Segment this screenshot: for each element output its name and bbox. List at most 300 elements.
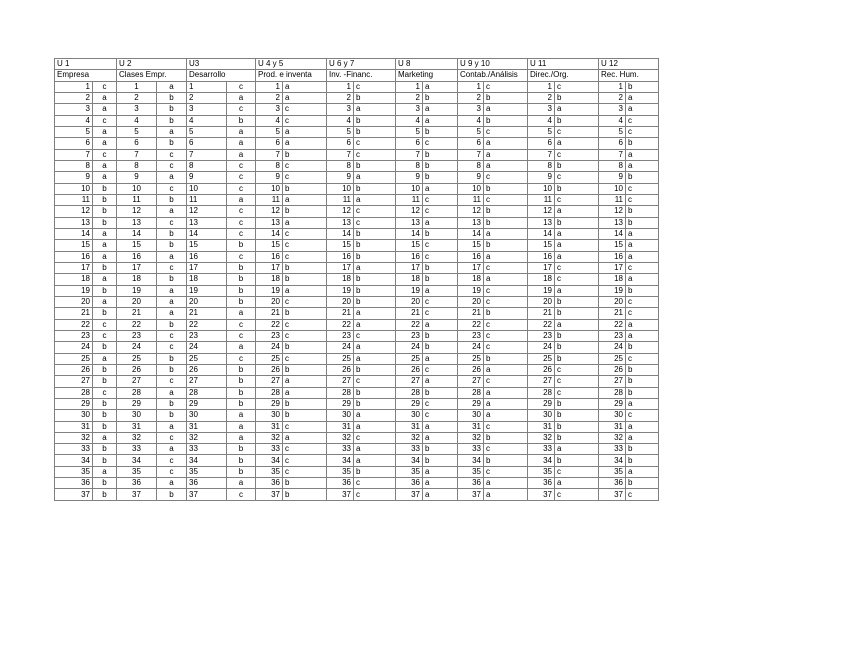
answer-cell: a <box>283 126 327 137</box>
answer-cell: a <box>484 489 528 500</box>
answer-cell: b <box>283 364 327 375</box>
answer-cell: a <box>626 466 659 477</box>
answer-cell: b <box>423 330 458 341</box>
answer-cell: a <box>283 194 327 205</box>
question-number: 16 <box>55 251 93 262</box>
answer-cell: c <box>626 262 659 273</box>
answer-cell: c <box>93 81 117 92</box>
question-number: 14 <box>396 228 423 239</box>
question-number: 27 <box>528 376 555 387</box>
question-number: 18 <box>327 274 354 285</box>
answer-cell: c <box>227 172 256 183</box>
question-number: 10 <box>458 183 484 194</box>
answer-cell: b <box>423 342 458 353</box>
answer-cell: c <box>484 376 528 387</box>
table-row <box>55 262 659 273</box>
answer-cell: a <box>93 240 117 251</box>
answer-cell: b <box>423 262 458 273</box>
question-number: 24 <box>327 342 354 353</box>
question-number: 20 <box>55 296 93 307</box>
question-number: 16 <box>528 251 555 262</box>
answer-cell: b <box>93 308 117 319</box>
answer-cell: a <box>93 92 117 103</box>
question-number: 2 <box>599 92 626 103</box>
question-number: 16 <box>187 251 227 262</box>
question-number: 28 <box>396 387 423 398</box>
answer-cell: c <box>555 81 599 92</box>
table-row <box>55 353 659 364</box>
answer-cell: a <box>227 149 256 160</box>
question-number: 25 <box>256 353 283 364</box>
answer-cell: b <box>93 455 117 466</box>
answer-cell: a <box>555 251 599 262</box>
question-number: 25 <box>458 353 484 364</box>
question-number: 21 <box>458 308 484 319</box>
question-number: 14 <box>117 228 157 239</box>
subject-header: Marketing <box>396 70 458 81</box>
answer-cell: b <box>555 421 599 432</box>
question-number: 13 <box>396 217 423 228</box>
question-number: 12 <box>327 206 354 217</box>
answer-cell: a <box>555 478 599 489</box>
question-number: 5 <box>396 126 423 137</box>
question-number: 4 <box>327 115 354 126</box>
answer-cell: b <box>157 104 187 115</box>
answer-cell: a <box>227 432 256 443</box>
question-number: 29 <box>528 398 555 409</box>
answer-cell: b <box>555 455 599 466</box>
question-number: 30 <box>528 410 555 421</box>
answer-cell: b <box>93 183 117 194</box>
question-number: 11 <box>117 194 157 205</box>
answer-cell: b <box>93 376 117 387</box>
question-number: 2 <box>117 92 157 103</box>
question-number: 31 <box>528 421 555 432</box>
answer-cell: a <box>626 421 659 432</box>
table-row <box>55 104 659 115</box>
answer-cell: c <box>157 455 187 466</box>
table-row <box>55 478 659 489</box>
question-number: 30 <box>599 410 626 421</box>
answer-cell: a <box>626 330 659 341</box>
answer-cell: a <box>93 104 117 115</box>
question-number: 9 <box>55 172 93 183</box>
answer-cell: a <box>354 319 396 330</box>
question-number: 12 <box>187 206 227 217</box>
answer-cell: a <box>354 455 396 466</box>
question-number: 3 <box>599 104 626 115</box>
answer-cell: a <box>423 353 458 364</box>
answer-cell: b <box>354 387 396 398</box>
answer-cell: a <box>555 206 599 217</box>
question-number: 24 <box>187 342 227 353</box>
question-number: 11 <box>55 194 93 205</box>
answer-key-table <box>54 58 659 501</box>
question-number: 37 <box>117 489 157 500</box>
answer-cell: b <box>227 466 256 477</box>
answer-cell: b <box>227 285 256 296</box>
answer-cell: c <box>283 353 327 364</box>
answer-cell: a <box>354 308 396 319</box>
table-row <box>55 183 659 194</box>
question-number: 32 <box>187 432 227 443</box>
answer-cell: c <box>354 81 396 92</box>
answer-cell: c <box>484 262 528 273</box>
table-row <box>55 172 659 183</box>
question-number: 20 <box>256 296 283 307</box>
question-number: 21 <box>256 308 283 319</box>
answer-cell: a <box>227 308 256 319</box>
question-number: 9 <box>599 172 626 183</box>
answer-cell: b <box>93 194 117 205</box>
answer-cell: a <box>157 126 187 137</box>
answer-cell: b <box>484 432 528 443</box>
answer-cell: c <box>626 194 659 205</box>
question-number: 27 <box>117 376 157 387</box>
answer-cell: c <box>555 126 599 137</box>
answer-cell: a <box>484 274 528 285</box>
question-number: 14 <box>327 228 354 239</box>
question-number: 18 <box>117 274 157 285</box>
question-number: 5 <box>256 126 283 137</box>
answer-cell: b <box>283 149 327 160</box>
question-number: 33 <box>528 444 555 455</box>
answer-cell: c <box>227 104 256 115</box>
answer-cell: b <box>354 115 396 126</box>
answer-cell: b <box>227 444 256 455</box>
table-row <box>55 240 659 251</box>
question-number: 18 <box>458 274 484 285</box>
question-number: 23 <box>599 330 626 341</box>
question-number: 4 <box>599 115 626 126</box>
answer-cell: a <box>227 126 256 137</box>
answer-cell: c <box>283 421 327 432</box>
question-number: 31 <box>256 421 283 432</box>
question-number: 1 <box>327 81 354 92</box>
answer-cell: b <box>626 376 659 387</box>
unit-header: U 4 y 5 <box>256 59 327 70</box>
answer-cell: c <box>283 172 327 183</box>
question-number: 8 <box>396 160 423 171</box>
question-number: 36 <box>55 478 93 489</box>
answer-cell: a <box>484 228 528 239</box>
question-number: 9 <box>458 172 484 183</box>
answer-cell: c <box>157 149 187 160</box>
question-number: 7 <box>55 149 93 160</box>
answer-cell: a <box>423 183 458 194</box>
question-number: 10 <box>599 183 626 194</box>
question-number: 10 <box>327 183 354 194</box>
question-number: 7 <box>256 149 283 160</box>
answer-cell: b <box>157 274 187 285</box>
answer-cell: a <box>227 410 256 421</box>
answer-cell: c <box>555 149 599 160</box>
question-number: 36 <box>187 478 227 489</box>
question-number: 14 <box>256 228 283 239</box>
answer-cell: a <box>354 104 396 115</box>
table-row <box>55 398 659 409</box>
question-number: 21 <box>187 308 227 319</box>
answer-cell: c <box>227 228 256 239</box>
answer-cell: b <box>227 387 256 398</box>
answer-cell: a <box>423 421 458 432</box>
table-row <box>55 285 659 296</box>
answer-cell: b <box>283 206 327 217</box>
answer-cell: b <box>555 398 599 409</box>
question-number: 26 <box>396 364 423 375</box>
answer-cell: b <box>626 285 659 296</box>
answer-cell: b <box>157 92 187 103</box>
unit-header: U3 <box>187 59 256 70</box>
answer-cell: b <box>354 228 396 239</box>
question-number: 8 <box>256 160 283 171</box>
question-number: 20 <box>117 296 157 307</box>
answer-cell: c <box>283 115 327 126</box>
question-number: 8 <box>599 160 626 171</box>
question-number: 14 <box>458 228 484 239</box>
question-number: 37 <box>327 489 354 500</box>
question-number: 3 <box>327 104 354 115</box>
question-number: 30 <box>327 410 354 421</box>
question-number: 28 <box>458 387 484 398</box>
question-number: 1 <box>117 81 157 92</box>
answer-cell: b <box>423 444 458 455</box>
answer-cell: c <box>555 194 599 205</box>
answer-cell: a <box>484 387 528 398</box>
question-number: 35 <box>187 466 227 477</box>
table-row <box>55 138 659 149</box>
answer-cell: a <box>157 296 187 307</box>
answer-cell: c <box>93 387 117 398</box>
question-number: 34 <box>117 455 157 466</box>
answer-cell: c <box>423 206 458 217</box>
answer-cell: b <box>283 274 327 285</box>
question-number: 28 <box>117 387 157 398</box>
question-number: 12 <box>458 206 484 217</box>
question-number: 26 <box>187 364 227 375</box>
question-number: 6 <box>256 138 283 149</box>
question-number: 34 <box>396 455 423 466</box>
answer-cell: c <box>283 330 327 341</box>
answer-cell: c <box>484 296 528 307</box>
question-number: 19 <box>528 285 555 296</box>
question-number: 5 <box>458 126 484 137</box>
answer-cell: c <box>484 81 528 92</box>
answer-cell: a <box>423 81 458 92</box>
question-number: 10 <box>55 183 93 194</box>
question-number: 6 <box>396 138 423 149</box>
question-number: 21 <box>528 308 555 319</box>
question-number: 6 <box>458 138 484 149</box>
question-number: 16 <box>599 251 626 262</box>
answer-cell: c <box>283 444 327 455</box>
question-number: 29 <box>256 398 283 409</box>
answer-cell: a <box>423 466 458 477</box>
question-number: 18 <box>256 274 283 285</box>
question-number: 13 <box>528 217 555 228</box>
question-number: 20 <box>396 296 423 307</box>
question-number: 7 <box>599 149 626 160</box>
question-number: 33 <box>396 444 423 455</box>
answer-cell: c <box>484 466 528 477</box>
answer-cell: c <box>283 296 327 307</box>
question-number: 6 <box>528 138 555 149</box>
answer-cell: b <box>354 285 396 296</box>
answer-cell: c <box>157 183 187 194</box>
answer-cell: c <box>423 296 458 307</box>
question-number: 15 <box>528 240 555 251</box>
question-number: 23 <box>327 330 354 341</box>
question-number: 36 <box>327 478 354 489</box>
answer-cell: a <box>626 432 659 443</box>
answer-cell: b <box>93 478 117 489</box>
question-number: 34 <box>327 455 354 466</box>
table-row <box>55 342 659 353</box>
unit-header: U 6 y 7 <box>327 59 396 70</box>
answer-cell: a <box>484 138 528 149</box>
question-number: 27 <box>55 376 93 387</box>
question-number: 4 <box>396 115 423 126</box>
question-number: 20 <box>187 296 227 307</box>
question-number: 5 <box>187 126 227 137</box>
question-number: 2 <box>327 92 354 103</box>
answer-cell: a <box>626 274 659 285</box>
answer-cell: b <box>354 296 396 307</box>
answer-cell: b <box>354 274 396 285</box>
answer-cell: b <box>626 206 659 217</box>
question-number: 1 <box>256 81 283 92</box>
answer-cell: a <box>93 432 117 443</box>
table-row <box>55 466 659 477</box>
question-number: 28 <box>187 387 227 398</box>
question-number: 6 <box>55 138 93 149</box>
answer-cell: a <box>227 478 256 489</box>
answer-cell: b <box>157 115 187 126</box>
subject-header: Rec. Hum. <box>599 70 659 81</box>
answer-cell: a <box>93 353 117 364</box>
answer-cell: c <box>484 285 528 296</box>
answer-cell: b <box>484 92 528 103</box>
answer-cell: c <box>227 217 256 228</box>
answer-cell: a <box>283 138 327 149</box>
answer-cell: c <box>227 319 256 330</box>
answer-cell: b <box>423 387 458 398</box>
question-number: 2 <box>55 92 93 103</box>
answer-cell: b <box>626 364 659 375</box>
answer-cell: a <box>157 251 187 262</box>
answer-cell: b <box>423 228 458 239</box>
answer-cell: c <box>555 466 599 477</box>
question-number: 19 <box>327 285 354 296</box>
answer-cell: c <box>354 330 396 341</box>
answer-cell: a <box>354 194 396 205</box>
answer-cell: a <box>283 432 327 443</box>
answer-cell: c <box>227 251 256 262</box>
answer-cell: a <box>555 138 599 149</box>
question-number: 22 <box>55 319 93 330</box>
answer-cell: c <box>354 217 396 228</box>
question-number: 9 <box>396 172 423 183</box>
answer-cell: c <box>227 206 256 217</box>
table-row <box>55 387 659 398</box>
answer-cell: b <box>626 455 659 466</box>
answer-cell: c <box>555 262 599 273</box>
question-number: 11 <box>256 194 283 205</box>
answer-cell: a <box>626 104 659 115</box>
table-row <box>55 330 659 341</box>
answer-cell: c <box>626 126 659 137</box>
answer-cell: c <box>626 353 659 364</box>
answer-cell: a <box>93 138 117 149</box>
answer-cell: b <box>423 92 458 103</box>
question-number: 31 <box>599 421 626 432</box>
question-number: 1 <box>528 81 555 92</box>
answer-cell: b <box>157 194 187 205</box>
question-number: 36 <box>117 478 157 489</box>
answer-cell: b <box>93 489 117 500</box>
question-number: 10 <box>256 183 283 194</box>
answer-cell: a <box>423 489 458 500</box>
answer-cell: a <box>283 285 327 296</box>
question-number: 23 <box>458 330 484 341</box>
question-number: 8 <box>327 160 354 171</box>
subject-header: Contab./Análisis <box>458 70 528 81</box>
answer-cell: c <box>626 410 659 421</box>
answer-cell: b <box>283 489 327 500</box>
answer-cell: b <box>555 183 599 194</box>
table-row <box>55 251 659 262</box>
question-number: 16 <box>117 251 157 262</box>
question-number: 22 <box>396 319 423 330</box>
question-number: 37 <box>599 489 626 500</box>
question-number: 26 <box>528 364 555 375</box>
answer-cell: b <box>555 330 599 341</box>
answer-cell: b <box>626 81 659 92</box>
question-number: 5 <box>599 126 626 137</box>
question-number: 25 <box>117 353 157 364</box>
answer-cell: c <box>157 330 187 341</box>
question-number: 36 <box>528 478 555 489</box>
question-number: 11 <box>187 194 227 205</box>
question-number: 17 <box>396 262 423 273</box>
question-number: 34 <box>187 455 227 466</box>
answer-cell: a <box>157 421 187 432</box>
question-number: 12 <box>528 206 555 217</box>
answer-cell: c <box>157 376 187 387</box>
question-number: 5 <box>327 126 354 137</box>
answer-cell: b <box>354 364 396 375</box>
answer-cell: a <box>157 478 187 489</box>
answer-cell: c <box>555 364 599 375</box>
answer-cell: b <box>484 455 528 466</box>
answer-cell: a <box>354 353 396 364</box>
question-number: 37 <box>187 489 227 500</box>
question-number: 9 <box>327 172 354 183</box>
question-number: 22 <box>187 319 227 330</box>
answer-cell: b <box>227 262 256 273</box>
question-number: 32 <box>55 432 93 443</box>
table-row <box>55 444 659 455</box>
question-number: 31 <box>458 421 484 432</box>
answer-cell: b <box>423 126 458 137</box>
answer-cell: a <box>93 228 117 239</box>
answer-cell: c <box>283 228 327 239</box>
question-number: 4 <box>256 115 283 126</box>
answer-cell: a <box>283 81 327 92</box>
question-number: 32 <box>327 432 354 443</box>
answer-cell: b <box>227 398 256 409</box>
answer-cell: b <box>93 217 117 228</box>
